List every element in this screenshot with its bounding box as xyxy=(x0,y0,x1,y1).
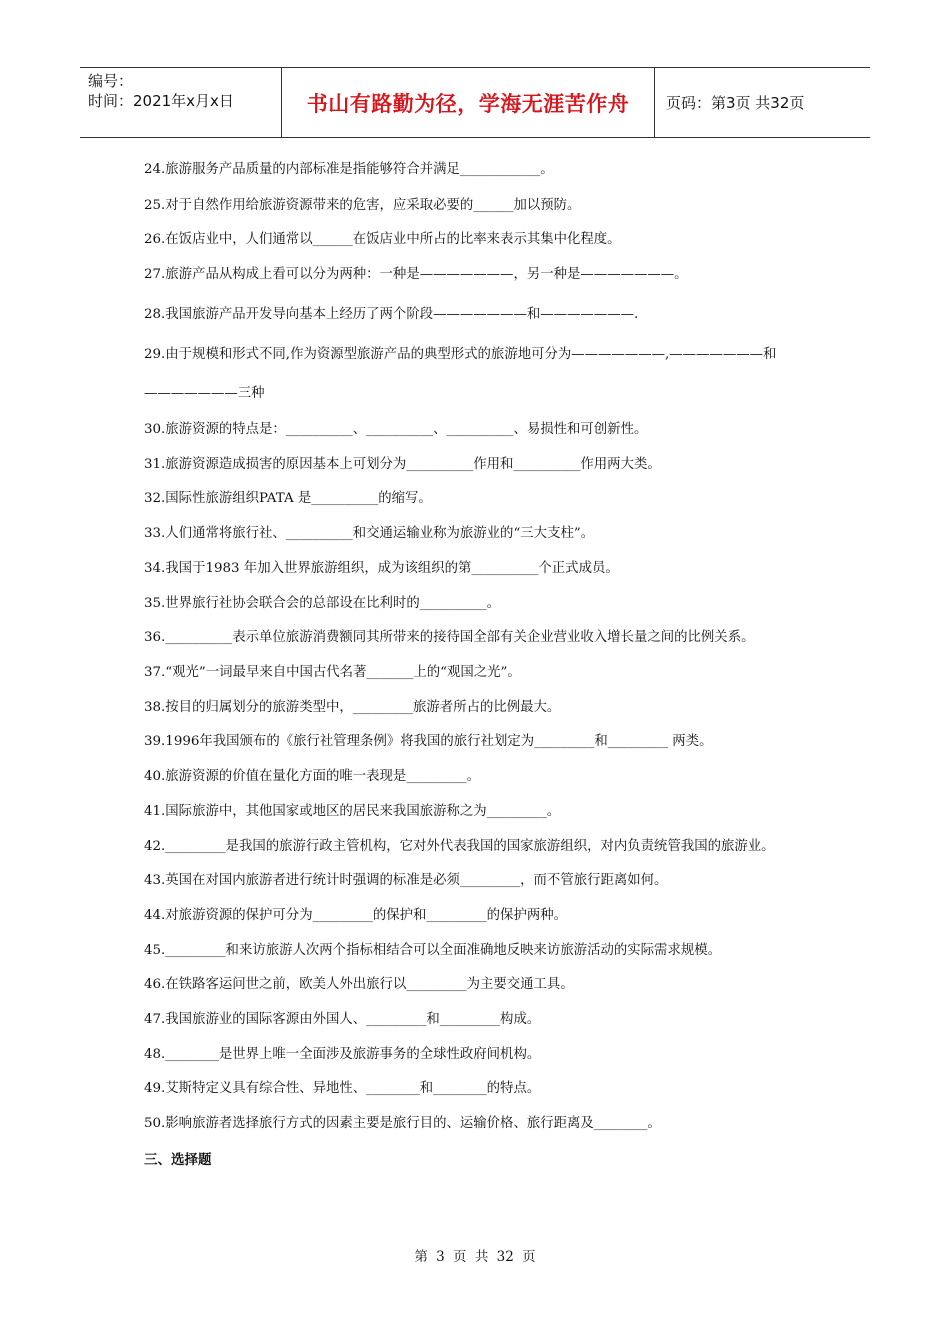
header-motto: 书山有路勤为径，学海无涯苦作舟 xyxy=(282,68,655,137)
question-33: 33.人们通常将旅行社、__________和交通运输业称为旅游业的“三大支柱”。 xyxy=(144,526,595,541)
question-38: 38.按目的归属划分的旅游类型中，_________旅游者所占的比例最大。 xyxy=(144,700,561,715)
question-30: 30.旅游资源的特点是：__________、__________、__________、易损性和可创新性。 xyxy=(144,422,648,437)
header-page-info: 页码：第3页 共32页 xyxy=(666,94,805,112)
question-43: 43.英国在对国内旅游者进行统计时强调的标准是必须_________，而不管旅行距离如何。 xyxy=(144,873,668,888)
question-50: 50.影响旅游者选择旅行方式的因素主要是旅行目的、运输价格、旅行距离及________。 xyxy=(144,1116,661,1131)
question-24: 24.旅游服务产品质量的内部标准是指能够符合并满足____________。 xyxy=(144,162,554,177)
page-header xyxy=(80,67,870,138)
question-46: 46.在铁路客运问世之前，欧美人外出旅行以_________为主要交通工具。 xyxy=(144,977,574,992)
question-31: 31.旅游资源造成损害的原因基本上可划分为__________作用和__________作用两大类。 xyxy=(144,457,661,472)
question-42: 42._________是我国的旅游行政主管机构，它对外代表我国的国家旅游组织，对内负责统管我国的旅游业。 xyxy=(144,839,775,854)
question-34: 34.我国于1983 年加入世界旅游组织，成为该组织的第__________个正式成员。 xyxy=(144,561,619,576)
question-48: 48.________是世界上唯一全面涉及旅游事务的全球性政府间机构。 xyxy=(144,1047,541,1062)
question-36: 36.__________表示单位旅游消费额同其所带来的接待国全部有关企业营业收入增长量之间的比例关系。 xyxy=(144,630,755,645)
serial-label: 编号： xyxy=(88,72,134,90)
question-37: 37.“观光”一词最早来自中国古代名著_______上的“观国之光”。 xyxy=(144,665,521,680)
question-45: 45._________和来访旅游人次两个指标相结合可以全面准确地反映来访旅游活动的实际需求规模。 xyxy=(144,943,722,958)
question-44: 44.对旅游资源的保护可分为_________的保护和_________的保护两种。 xyxy=(144,908,568,923)
question-28: 28.我国旅游产品开发导向基本上经历了两个阶段———————和———————. xyxy=(144,307,639,322)
question-32: 32.国际性旅游组织PATA 是__________的缩写。 xyxy=(144,491,432,506)
question-40: 40.旅游资源的价值在量化方面的唯一表现是_________。 xyxy=(144,769,480,784)
page-footer: 第 3 页 共 32 页 xyxy=(414,1249,536,1265)
question-49: 49.艾斯特定义具有综合性、异地性、________和________的特点。 xyxy=(144,1081,541,1096)
section-title: 三、选择题 xyxy=(144,1152,212,1168)
header-meta xyxy=(80,68,282,137)
question-26: 26.在饭店业中，人们通常以______在饭店业中所占的比率来表示其集中化程度。 xyxy=(144,232,621,247)
question-29-cont: ———————三种 xyxy=(144,386,265,401)
question-47: 47.我国旅游业的国际客源由外国人、_________和_________构成。 xyxy=(144,1012,541,1027)
time-label: 时间：2021年x月x日 xyxy=(88,92,234,110)
question-25: 25.对于自然作用给旅游资源带来的危害，应采取必要的______加以预防。 xyxy=(144,198,581,213)
question-39: 39.1996年我国颁布的《旅行社管理条例》将我国的旅行社划定为_________和_________ 两类。 xyxy=(144,734,713,749)
question-41: 41.国际旅游中，其他国家或地区的居民来我国旅游称之为_________。 xyxy=(144,804,561,819)
question-35: 35.世界旅行社协会联合会的总部设在比利时的__________。 xyxy=(144,596,501,611)
question-29: 29.由于规模和形式不同,作为资源型旅游产品的典型形式的旅游地可分为———————,———————和 xyxy=(144,347,777,362)
question-27: 27.旅游产品从构成上看可以分为两种：一种是———————，另一种是———————。 xyxy=(144,267,688,282)
